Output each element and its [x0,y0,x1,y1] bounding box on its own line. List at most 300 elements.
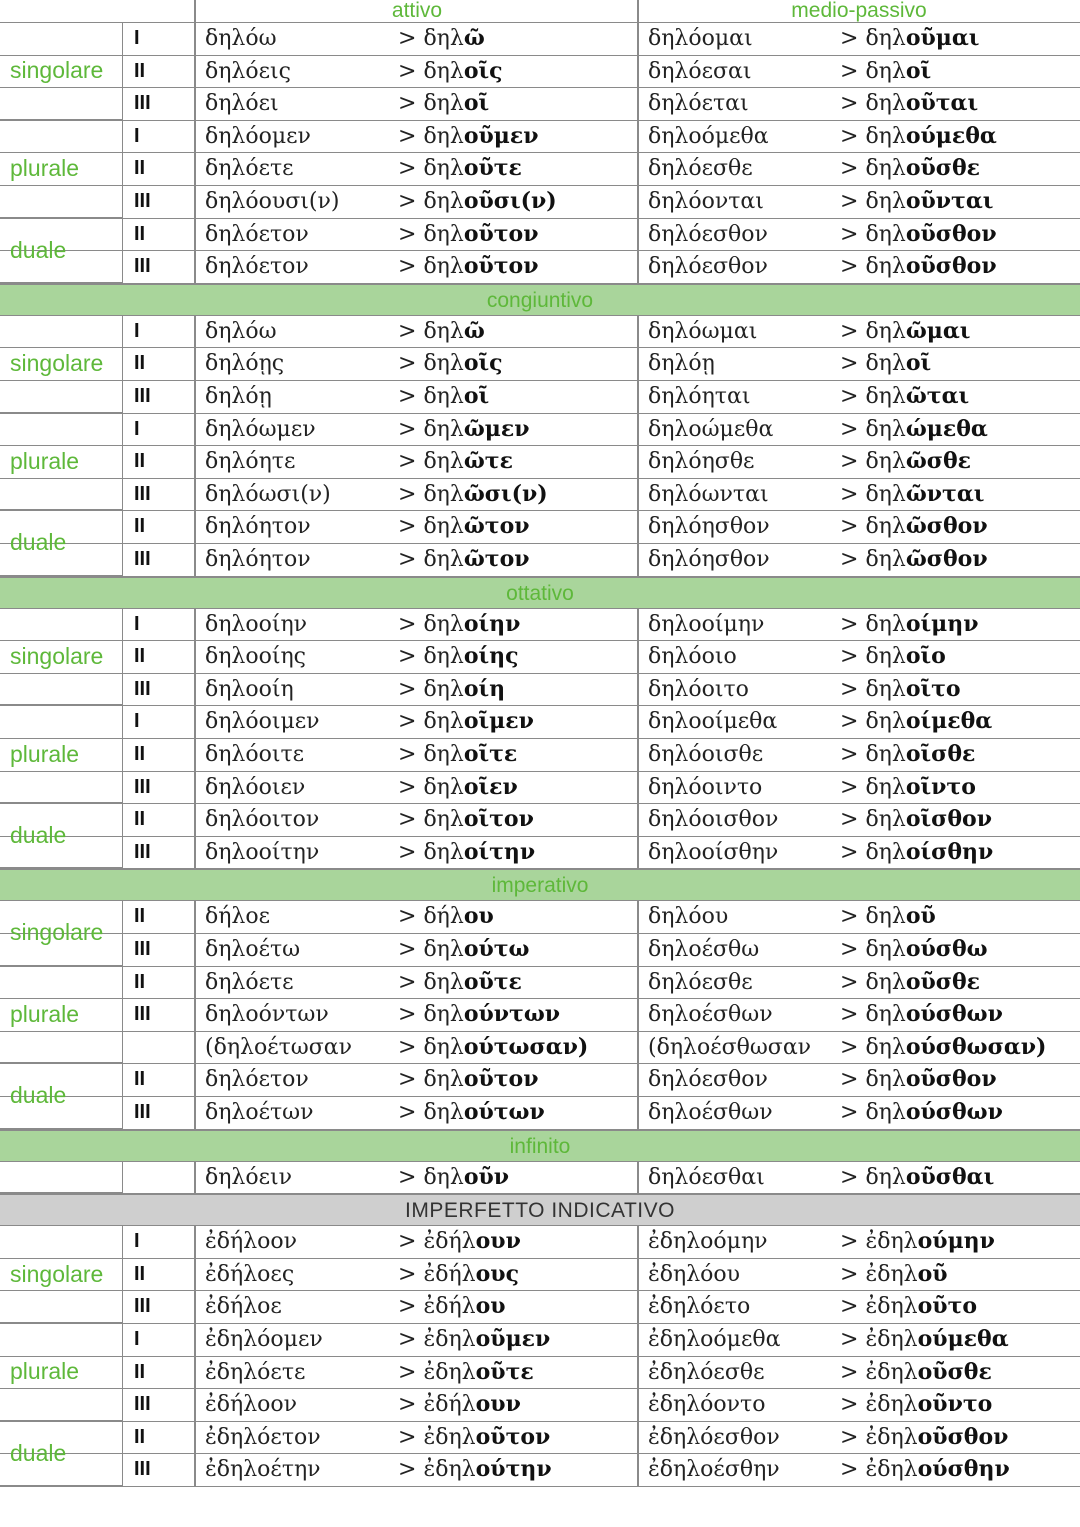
active-ending: ούντων [463,1001,561,1028]
mp-contracted: > δηλῶσθον [840,513,988,540]
table-row [0,1032,1080,1065]
mp-stem: ἐδηλ [865,1327,918,1352]
active-ending: ῶσι(ν) [463,480,548,507]
person-cell: II [134,1262,146,1285]
active-stem: δηλ [423,351,464,377]
active-ending: οῖ [463,90,490,117]
active-form: δηλοέτω [205,937,301,962]
active-stem: δηλ [423,156,464,182]
active-form: δηλόοιμεν [205,709,320,735]
table-row [0,901,1080,934]
active-contracted: > δηλοῦτον [398,1066,539,1093]
person-cell: I [134,417,140,440]
active-ending: ουν [475,1228,521,1255]
active-form: ἐδηλόετον [205,1424,321,1450]
person-cell: III [134,482,151,505]
mp-ending: ούσθωσαν) [905,1033,1047,1060]
person-cell: III [134,840,151,863]
mp-contracted: > ἐδηλοῦντο [840,1391,993,1418]
mp-form: δηλόησθον [648,514,770,540]
active-form: δηλοόντων [205,1002,329,1028]
active-ending: οῖς [463,350,503,377]
mp-stem: δηλ [865,709,906,735]
mp-stem: δηλ [865,26,906,51]
table-row [0,1259,1080,1292]
number-label [0,1162,122,1195]
mp-ending: οῦσθον [905,1066,997,1093]
active-ending: οῖτε [463,741,518,767]
mp-contracted: > δηλούσθω [840,936,988,962]
header-active: attivo [391,0,443,22]
mp-stem: δηλ [865,514,906,540]
active-stem: δηλ [423,123,464,149]
table-row [0,1097,1080,1130]
active-contracted: > ἐδηλοῦτε [398,1358,534,1385]
mp-ending: ούσθην [917,1456,1010,1483]
active-form: δηλόετον [205,1067,309,1093]
mp-contracted: > δηλούσθων [840,1099,1003,1125]
active-form: δήλοε [205,904,271,930]
table-row [0,1226,1080,1259]
active-form: δηλόητον [205,514,311,540]
person-cell: II [134,1360,146,1383]
active-form: ἐδηλοέτην [205,1457,321,1483]
active-stem: ἐδηλ [423,1359,476,1385]
person-cell: II [134,59,146,82]
mp-ending: οῖτο [905,675,961,702]
table-row [0,641,1080,674]
mp-contracted: > δηλοῦνται [840,188,994,214]
mp-ending: οῖσθε [905,741,976,767]
person-cell: II [134,905,146,928]
mp-ending: οῦντο [917,1391,993,1418]
mp-form: δηλόεσθον [648,221,768,247]
number-label: duale [0,1064,122,1129]
mp-contracted: > δηλοῦσθον [840,253,997,280]
mp-contracted: > δηλοῦσθαι [840,1163,995,1190]
column-rule [122,316,123,577]
mp-stem: δηλ [865,58,906,84]
mp-ending: οῦσθε [905,155,981,182]
active-form: δηλόομεν [205,123,311,149]
active-form: δηλόῃς [205,351,285,377]
table-row [0,511,1080,544]
column-rule [122,1226,123,1487]
table-row [0,1064,1080,1097]
mp-ending: οῦσθον [905,220,997,247]
table-row [0,772,1080,805]
active-contracted: > δηλῶμεν [398,415,530,442]
mp-contracted: > δηλούσθων [840,1001,1003,1028]
person-cell: III [134,1003,151,1026]
mp-form: δηλοόμεθα [648,123,769,149]
active-stem: δηλ [423,709,464,735]
active-ending: οῦτε [463,155,522,182]
mp-ending: ούμεθα [917,1326,1009,1352]
mp-contracted: > δηλοῖο [840,643,946,670]
mp-ending: ούσθων [905,1001,1003,1028]
active-ending: ουν [475,1391,521,1418]
active-stem: δηλ [423,676,464,702]
active-stem: ἐδηλ [423,1457,476,1483]
mp-ending: ῶται [905,383,970,409]
active-form: δηλόει [205,91,279,117]
number-label: duale [0,219,122,284]
mp-form: ἐδηλόου [648,1261,741,1287]
mp-contracted: > δηλοίμην [840,610,979,637]
mp-form: δηλόησθον [648,547,770,572]
active-form: (δηλοέτωσαν [205,1034,352,1060]
mp-stem: ἐδηλ [865,1294,918,1320]
number-label: singolare [0,609,122,707]
active-form: δηλόετον [205,254,309,280]
mp-contracted: > δηλούμεθα [840,122,997,149]
column-rule [194,23,196,284]
person-cell: II [134,970,146,993]
mp-ending: οῦμαι [905,25,980,51]
mp-stem: ἐδηλ [865,1261,918,1287]
mp-stem: ἐδηλ [865,1424,918,1450]
mp-stem: δηλ [865,221,906,247]
mp-form: δηλόεσαι [648,58,752,84]
active-ending: οίτην [463,838,536,865]
mp-ending: οῦτο [917,1293,978,1320]
mp-ending: οῦται [905,90,979,117]
active-stem: ἐδηλ [423,1327,476,1352]
header-mediopassive: medio-passivo [791,0,927,22]
active-contracted: > δηλοίης [398,643,519,670]
table-row [0,251,1080,284]
mp-form: δηλοοίσθην [648,839,779,865]
active-stem: δήλ [423,904,464,930]
active-form: δηλόειν [205,1164,293,1190]
column-rule [122,1162,123,1195]
mp-contracted: > ἐδηλοῦσθον [840,1423,1009,1450]
person-cell: III [134,255,151,278]
table-row [0,23,1080,56]
person-cell: I [134,710,140,733]
table-row [0,934,1080,967]
column-rule [122,23,123,284]
mp-stem: δηλ [865,644,906,670]
active-contracted: > δηλοίη [398,675,506,702]
column-rule [194,1162,196,1195]
mp-form: δηλόωμαι [648,318,758,344]
active-ending: ῶτον [463,513,530,540]
active-stem: δηλ [423,969,464,995]
number-label: plurale [0,121,122,219]
active-ending: οῖεν [463,773,518,800]
mp-stem: δηλ [865,1100,906,1125]
active-contracted: > ἐδηλούτην [398,1456,552,1483]
active-contracted: > δηλούτων [398,1099,545,1125]
table-row [0,121,1080,154]
mp-ending: οίμεθα [905,708,993,735]
table-row [0,1454,1080,1487]
active-ending: ούτην [475,1456,552,1483]
active-form: δηλόετε [205,969,294,995]
mp-stem: ἐδηλ [865,1229,918,1255]
mp-ending: οίμην [905,610,979,637]
active-ending: οῦν [463,1163,510,1190]
active-ending: ούτων [463,1099,545,1125]
person-cell: II [134,743,146,765]
person-cell: III [134,385,151,407]
active-form: δηλόητον [205,547,311,572]
active-ending: οῦτον [475,1423,551,1450]
active-contracted: > δηλοῖ [398,383,490,409]
column-rule [194,1226,196,1487]
column-rule [637,316,639,577]
table-row [0,544,1080,577]
active-stem: δηλ [423,807,464,833]
mp-ending: ῶμαι [905,317,971,344]
table-row [0,1357,1080,1390]
column-rule [122,901,123,1129]
mp-contracted: > δηλοῦσθε [840,155,981,182]
active-ending: οῖ [463,383,490,409]
active-form: δηλόετον [205,221,309,247]
person-cell: I [134,124,140,147]
active-form: δηλόῃ [205,384,272,409]
person-cell: II [134,157,146,180]
mp-ending: ῶνται [905,480,985,507]
number-label: duale [0,804,122,869]
person-cell: II [134,808,146,831]
active-ending: ῶ [463,317,485,344]
table-row [0,674,1080,707]
mp-form: δηλόεσθαι [648,1164,765,1190]
mp-ending: οῦσθε [917,1358,992,1385]
mp-form: δηλόοιο [648,644,737,670]
table-row [0,414,1080,447]
mp-stem: δηλ [865,676,906,702]
mp-ending: οίσθην [905,838,994,865]
mp-ending: ῶσθε [905,448,972,475]
mp-stem: δηλ [865,449,906,475]
person-cell: III [134,548,151,570]
mp-stem: δηλ [865,937,906,962]
active-contracted: > δηλῶτον [398,513,530,540]
mp-stem: δηλ [865,189,906,214]
mp-stem: δηλ [865,1034,906,1060]
number-label: plurale [0,414,122,512]
mp-contracted: > ἐδηλούσθην [840,1456,1010,1483]
active-contracted: > δηλῶτον [398,546,530,572]
mp-form: δηλόησθε [648,449,755,475]
mp-contracted: > δηλοῖ [840,350,932,377]
mp-form: (δηλοέσθωσαν [648,1034,812,1060]
number-label: singolare [0,901,122,966]
active-form: ἐδηλόομεν [205,1327,323,1352]
mp-contracted: > δηλοῖτο [840,675,961,702]
mp-form: δηλόεσθε [648,969,753,995]
mp-stem: δηλ [865,481,906,507]
number-label: singolare [0,23,122,121]
mp-contracted: > δηλῶμαι [840,317,971,344]
mp-stem: ἐδηλ [865,1457,918,1483]
mp-stem: δηλ [865,742,906,767]
active-stem: ἐδήλ [423,1392,476,1418]
active-form: ἐδήλοον [205,1392,298,1418]
table-row [0,1422,1080,1455]
table-row [0,967,1080,1000]
number-label: singolare [0,1226,122,1324]
mp-stem: δηλ [865,904,906,930]
mp-contracted: > ἐδηλοῦσθε [840,1358,992,1385]
table-row [0,609,1080,642]
mp-ending: ῶσθον [905,546,988,572]
mp-contracted: > δηλοῖ [840,57,932,84]
active-stem: δηλ [423,318,464,344]
mp-ending: ούσθω [905,936,988,962]
mp-ending: οῖο [905,643,946,670]
active-form: δηλόω [205,318,277,344]
mp-ending: οῦσθον [917,1423,1009,1450]
mp-contracted: > δηλοῖντο [840,773,976,800]
mp-stem: ἐδηλ [865,1392,918,1418]
column-rule [637,23,639,284]
active-form: ἐδηλόετε [205,1359,306,1385]
active-stem: ἐδήλ [423,1261,476,1287]
mp-stem: δηλ [865,91,906,117]
active-form: δηλόοιτε [205,742,305,767]
mp-stem: δηλ [865,547,906,572]
mp-contracted: > δηλοίμεθα [840,708,993,735]
mp-ending: οῦ [905,903,936,930]
mp-form: δηλόεσθον [648,254,768,280]
person-cell: III [134,1458,151,1481]
active-stem: δηλ [423,1002,464,1028]
mp-form: δηλοέσθω [648,937,760,962]
active-contracted: > δηλοῖμεν [398,708,534,735]
table-row [0,88,1080,121]
person-cell: II [134,222,146,245]
mp-form: δηλόωνται [648,481,769,507]
active-stem: δηλ [423,26,464,51]
active-contracted: > δηλοῖς [398,57,503,84]
table-row [0,348,1080,381]
active-ending: ῶτον [463,546,530,572]
active-contracted: > δηλοῦμεν [398,122,539,149]
person-cell: III [134,1101,151,1123]
active-stem: δηλ [423,774,464,800]
mp-contracted: > ἐδηλοῦ [840,1260,948,1287]
mp-form: δηλόοιτο [648,676,749,702]
mp-stem: δηλ [865,774,906,800]
active-form: δηλόητε [205,449,296,475]
mp-form: δηλόοισθον [648,807,779,833]
active-form: δηλοοίτην [205,839,320,865]
mp-stem: δηλ [865,384,906,409]
mp-contracted: > δηλῶσθε [840,448,972,475]
mp-stem: ἐδηλ [865,1359,918,1385]
mp-ending: οῦνται [905,188,994,214]
mp-ending: οῖ [905,350,932,377]
mp-contracted: > δηλούσθωσαν) [840,1033,1047,1060]
mp-stem: δηλ [865,318,906,344]
mp-form: δηλόου [648,904,729,930]
active-ending: οῦμεν [475,1326,551,1352]
active-contracted: > δηλοῦσι(ν) [398,188,557,214]
mp-ending: οῖ [905,57,932,84]
table-row [0,479,1080,512]
active-ending: ῶμεν [463,415,530,442]
table-row [0,999,1080,1032]
mp-stem: δηλ [865,254,906,280]
mp-stem: δηλ [865,156,906,182]
table-row [0,1324,1080,1357]
active-contracted: > δηλοῦτον [398,220,539,247]
number-label: plurale [0,967,122,1065]
active-contracted: > δηλοίην [398,610,521,637]
mp-form: δηλόεται [648,91,749,117]
active-ending: ου [463,903,494,930]
column-rule [194,901,196,1129]
section-band: congiuntivo [0,284,1080,316]
active-ending: οῖτον [463,806,534,833]
table-row [0,837,1080,870]
table-row [0,186,1080,219]
active-stem: δηλ [423,189,464,214]
active-stem: δηλ [423,839,464,865]
active-form: δηλοοίη [205,676,294,702]
active-contracted: > ἐδήλουν [398,1391,521,1418]
mp-ending: οῦσθαι [905,1163,995,1190]
active-ending: οῦσι(ν) [463,188,557,214]
table-row [0,219,1080,252]
mp-stem: δηλ [865,123,906,149]
active-contracted: > δηλοῦν [398,1163,510,1190]
active-contracted: > δηλούτω [398,936,530,962]
person-cell: I [134,27,140,49]
active-form: ἐδήλοε [205,1294,282,1320]
active-contracted: > δηλοῖς [398,350,503,377]
active-stem: δηλ [423,1034,464,1060]
active-contracted: > δηλοῖ [398,90,490,117]
mp-stem: δηλ [865,969,906,995]
mp-form: δηλόῃ [648,351,715,377]
mp-contracted: > δηλοῖσθε [840,741,976,767]
mp-form: ἐδηλόετο [648,1294,751,1320]
mp-ending: ούμην [917,1228,995,1255]
active-ending: οίην [463,610,521,637]
active-ending: οῦτε [475,1358,534,1385]
active-contracted: > δήλου [398,903,494,930]
mp-ending: οῦσθε [905,968,981,995]
mp-contracted: > ἐδηλούμεθα [840,1326,1009,1352]
active-ending: οῖς [463,57,503,84]
active-stem: ἐδήλ [423,1229,476,1255]
number-label: singolare [0,316,122,414]
active-form: δηλοέτων [205,1100,314,1125]
active-ending: οῦτον [463,220,539,247]
active-form: δηλόετε [205,156,294,182]
table-row [0,316,1080,349]
active-contracted: > δηλοῖτον [398,806,534,833]
mp-contracted: > δηλοῦσθον [840,220,997,247]
table-row [0,1162,1080,1195]
active-stem: δηλ [423,937,464,962]
active-stem: δηλ [423,514,464,540]
mp-form: δηλόεσθε [648,156,753,182]
column-rule [122,609,123,870]
mp-form: δηλοώμεθα [648,416,774,442]
active-contracted: > δηλῶ [398,25,485,51]
mp-stem: δηλ [865,416,906,442]
active-stem: δηλ [423,1067,464,1093]
column-rule [194,609,196,870]
